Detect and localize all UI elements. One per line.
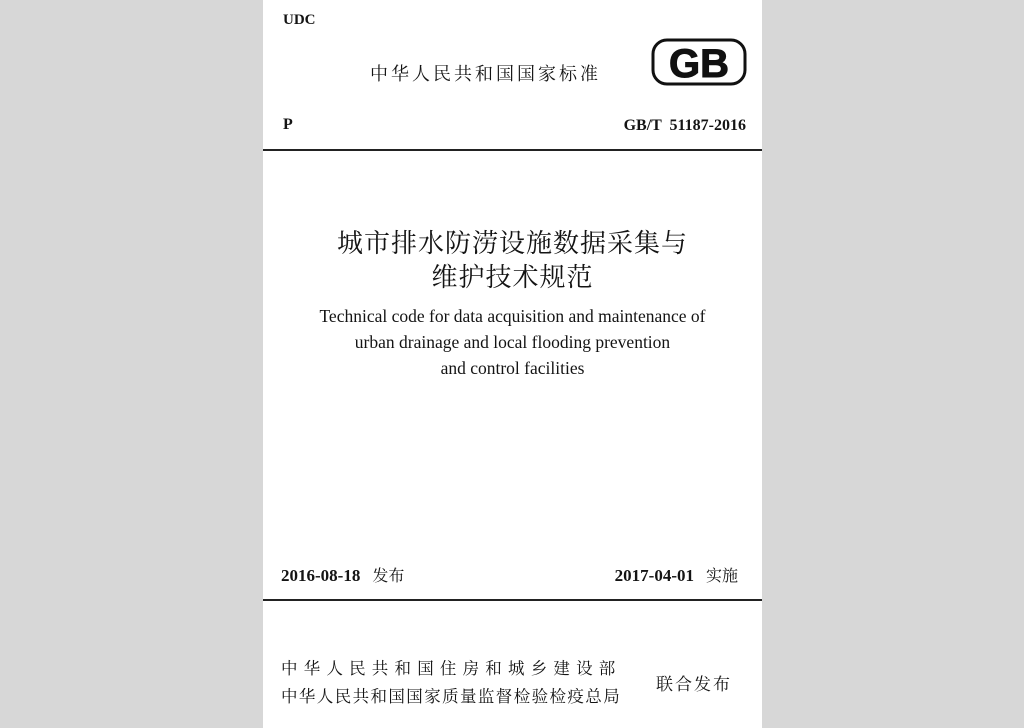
issue-date: 2016-08-18 [281, 566, 361, 585]
chinese-title-line-1: 城市排水防涝设施数据采集与 [336, 229, 688, 259]
bottom-divider [263, 599, 762, 601]
effective-date-block [615, 563, 738, 586]
effective-label: 实施 [705, 566, 738, 585]
effective-date: 2017-04-01 [614, 566, 694, 585]
top-divider [263, 149, 762, 151]
english-title-line-3: and control facilities [440, 358, 585, 378]
standard-number: GB/T 51187-2016 [623, 117, 746, 134]
issue-label: 发布 [372, 566, 405, 585]
issuer-line-2: 中华人民共和国国家质量监督检验检疫总局 [281, 687, 622, 706]
gb-logo-text: GB [669, 42, 729, 86]
standard-type-label: 中华人民共和国国家标准 [370, 64, 601, 85]
category-code: P [283, 116, 293, 133]
english-title-line-1: Technical code for data acquisition and maintenance of [319, 306, 706, 326]
chinese-title-line-2: 维护技术规范 [431, 263, 594, 293]
english-title-line-2: urban drainage and local flooding prevention [354, 332, 671, 352]
standard-cover-page [263, 0, 762, 728]
issue-date-block [281, 563, 404, 586]
joint-issue-label: 联合发布 [656, 675, 732, 695]
issuer-line-1: 中华人民共和国住房和城乡建设部 [281, 659, 622, 678]
udc-label: UDC [283, 12, 316, 28]
gb-logo [651, 37, 747, 87]
